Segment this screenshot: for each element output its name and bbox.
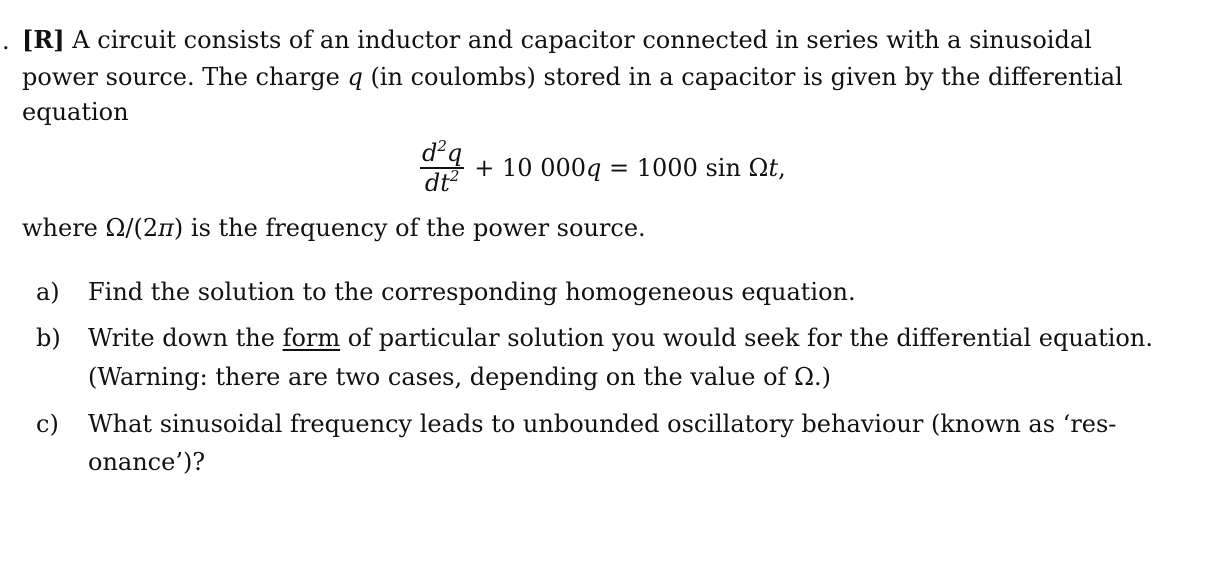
where-text-a: where Ω/(2: [22, 214, 159, 242]
question-tag: [R]: [22, 25, 65, 54]
intro-text-2b: (in coulombs) stored in a capacitor is given by the differential: [362, 63, 1123, 91]
equation-variable-q: q: [586, 154, 602, 182]
part-c-line-2: onance’)?: [88, 448, 206, 476]
where-line: [22, 213, 646, 243]
equation-variable-t: t: [768, 154, 779, 182]
equation-rhs: = 1000 sin Ω: [601, 154, 769, 182]
intro-text-3: equation: [22, 98, 129, 126]
intro-line-3: [22, 97, 129, 127]
intro-text-1: A circuit consists of an inductor and capacitor connected in series with a sinusoidal: [64, 26, 1092, 54]
differential-equation: [420, 133, 786, 203]
equation-term-constant: + 10 000: [474, 154, 587, 182]
part-a-label: a): [36, 278, 60, 306]
question-number-fragment: .: [2, 27, 10, 55]
part-a-text: Find the solution to the corresponding homogeneous equation.: [88, 278, 856, 306]
equation-rest: [474, 154, 785, 182]
part-b-text-b: of particular solution you would seek for the differential equation.: [340, 324, 1153, 352]
second-derivative-fraction: [420, 139, 464, 197]
fraction-numerator: $d^2q$: [422, 137, 463, 168]
part-c-label: c): [36, 410, 59, 438]
equation-comma: ,: [778, 154, 786, 182]
part-b-label: b): [36, 324, 61, 352]
intro-line-2: [22, 62, 1123, 92]
where-text-b: ) is the frequency of the power source.: [173, 214, 646, 242]
part-c-line-1: What sinusoidal frequency leads to unbounded oscillatory behaviour (known as ‘res-: [88, 410, 1117, 438]
part-b-text-a: Write down the: [88, 324, 283, 352]
pi-symbol: π: [158, 214, 174, 242]
intro-line-1: [22, 25, 1092, 55]
part-b-line-1: [88, 319, 1153, 357]
part-b-warning: (Warning: there are two cases, depending on the value of Ω.): [88, 363, 831, 391]
intro-text-2a: power source. The charge: [22, 63, 348, 91]
fraction-denominator: $dt^2$: [424, 166, 460, 197]
part-b-underlined-form: form: [282, 324, 341, 352]
variable-q: q: [347, 63, 363, 91]
